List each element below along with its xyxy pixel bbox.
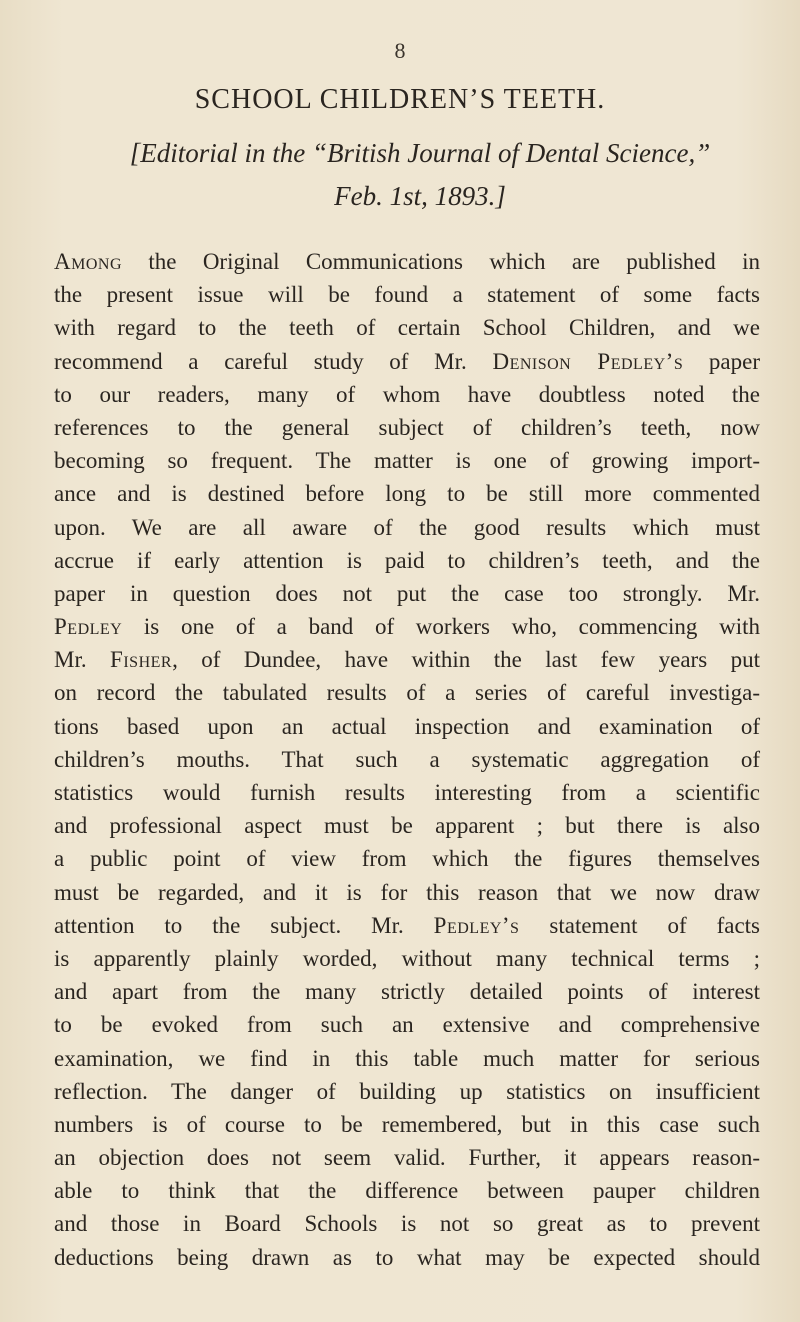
body-line	[54, 1108, 760, 1141]
body-text-segment: deductions being drawn as to what may be expected should	[54, 1244, 760, 1270]
body-line	[54, 477, 760, 510]
body-line	[54, 544, 760, 577]
body-line	[54, 345, 760, 378]
article-title: SCHOOL CHILDREN’S TEETH.	[194, 84, 606, 115]
body-line	[54, 676, 760, 709]
body-line	[54, 909, 760, 942]
body-line	[54, 245, 760, 278]
small-caps-name: Among	[54, 249, 123, 274]
small-caps-name: Fisher	[110, 647, 173, 673]
body-line	[54, 311, 760, 344]
article-body	[54, 245, 760, 1274]
body-line	[54, 610, 760, 643]
small-caps-name: Denison Pedley’s	[492, 348, 684, 374]
body-line	[54, 876, 760, 909]
body-line	[54, 842, 760, 875]
body-text-segment: statement of facts	[519, 912, 760, 938]
body-line	[54, 942, 760, 975]
body-text-segment: and those in Board Schools is not so great as to prevent	[54, 1211, 760, 1237]
body-line	[54, 411, 760, 444]
body-text-segment: examination, we find in this table much matter for serious	[54, 1045, 760, 1071]
body-text-segment: tions based upon an actual inspection and examination of	[54, 713, 760, 739]
body-text-segment: a public point of view from which the figures themselves	[54, 846, 760, 872]
body-text-segment: statistics would furnish results interesting from a scientific	[54, 780, 760, 805]
body-text-segment: recommend a careful study of Mr.	[54, 348, 493, 374]
editorial-source-line: [Editorial in the “British Journal of Dental Science,”	[129, 138, 711, 168]
body-line	[54, 710, 760, 743]
body-line	[54, 511, 760, 544]
body-text-segment: is apparently plainly worded, without many technical terms ;	[54, 945, 760, 971]
body-line	[54, 809, 760, 842]
small-caps-name: Pedley’s	[433, 912, 520, 938]
body-text-segment: able to think that the difference between pauper children	[54, 1178, 760, 1204]
body-line	[54, 1042, 760, 1075]
body-line	[54, 444, 760, 477]
body-text-segment: upon. We are all aware of the good results which must	[54, 514, 760, 540]
body-text-segment: must be regarded, and it is for this reason that we now draw	[54, 879, 760, 905]
body-text-segment: the Original Communications which are published in	[122, 249, 760, 274]
body-text-segment: and professional aspect must be apparent ; but there is also	[54, 813, 760, 839]
body-text-segment: ance and is destined before long to be still more commented	[54, 481, 760, 507]
body-line	[54, 743, 760, 776]
body-text-segment: reflection. The danger of building up statistics on insufficient	[54, 1078, 760, 1104]
body-text-segment: paper	[683, 348, 761, 374]
body-line	[54, 1207, 760, 1240]
body-line	[54, 776, 760, 809]
body-text-segment: on record the tabulated results of a series of careful investiga-	[54, 680, 760, 706]
body-line	[54, 1141, 760, 1174]
body-text-segment: with regard to the teeth of certain School Children, and we	[54, 315, 760, 341]
small-caps-name: Pedley	[54, 614, 123, 640]
body-text-segment: to our readers, many of whom have doubtless noted the	[54, 381, 760, 407]
body-text-segment: attention to the subject. Mr.	[54, 912, 434, 938]
body-text-segment: becoming so frequent. The matter is one of growing import-	[54, 448, 760, 474]
editorial-note	[80, 132, 760, 218]
editorial-date-line: Feb. 1st, 1893.]	[334, 181, 506, 211]
body-line	[54, 1174, 760, 1207]
body-line	[54, 975, 760, 1008]
body-text-segment: numbers is of course to be remembered, but in this case such	[54, 1111, 760, 1137]
body-text-segment: an objection does not seem valid. Further, it appears reason-	[54, 1145, 760, 1171]
body-line	[54, 643, 760, 676]
body-line	[54, 1075, 760, 1108]
body-line	[54, 577, 760, 610]
body-text-segment: Mr.	[54, 647, 111, 673]
body-line	[54, 1241, 760, 1274]
body-text-segment: references to the general subject of children’s teeth, now	[54, 414, 760, 440]
body-text-segment: to be evoked from such an extensive and comprehensive	[54, 1012, 760, 1038]
body-text-segment: , of Dundee, have within the last few years put	[172, 647, 760, 673]
body-line	[54, 1008, 760, 1041]
body-line	[54, 278, 760, 311]
body-text-segment: the present issue will be found a statement of some facts	[54, 282, 760, 308]
page-number: 8	[394, 38, 406, 63]
body-text-segment: is one of a band of workers who, commencing with	[122, 614, 760, 640]
body-text-segment: and apart from the many strictly detailed points of interest	[54, 979, 760, 1005]
body-text-segment: paper in question does not put the case too strongly. Mr.	[54, 580, 760, 606]
body-line	[54, 378, 760, 411]
body-text-segment: children’s mouths. That such a systematic aggregation of	[54, 746, 760, 772]
body-text-segment: accrue if early attention is paid to children’s teeth, and the	[54, 547, 760, 573]
